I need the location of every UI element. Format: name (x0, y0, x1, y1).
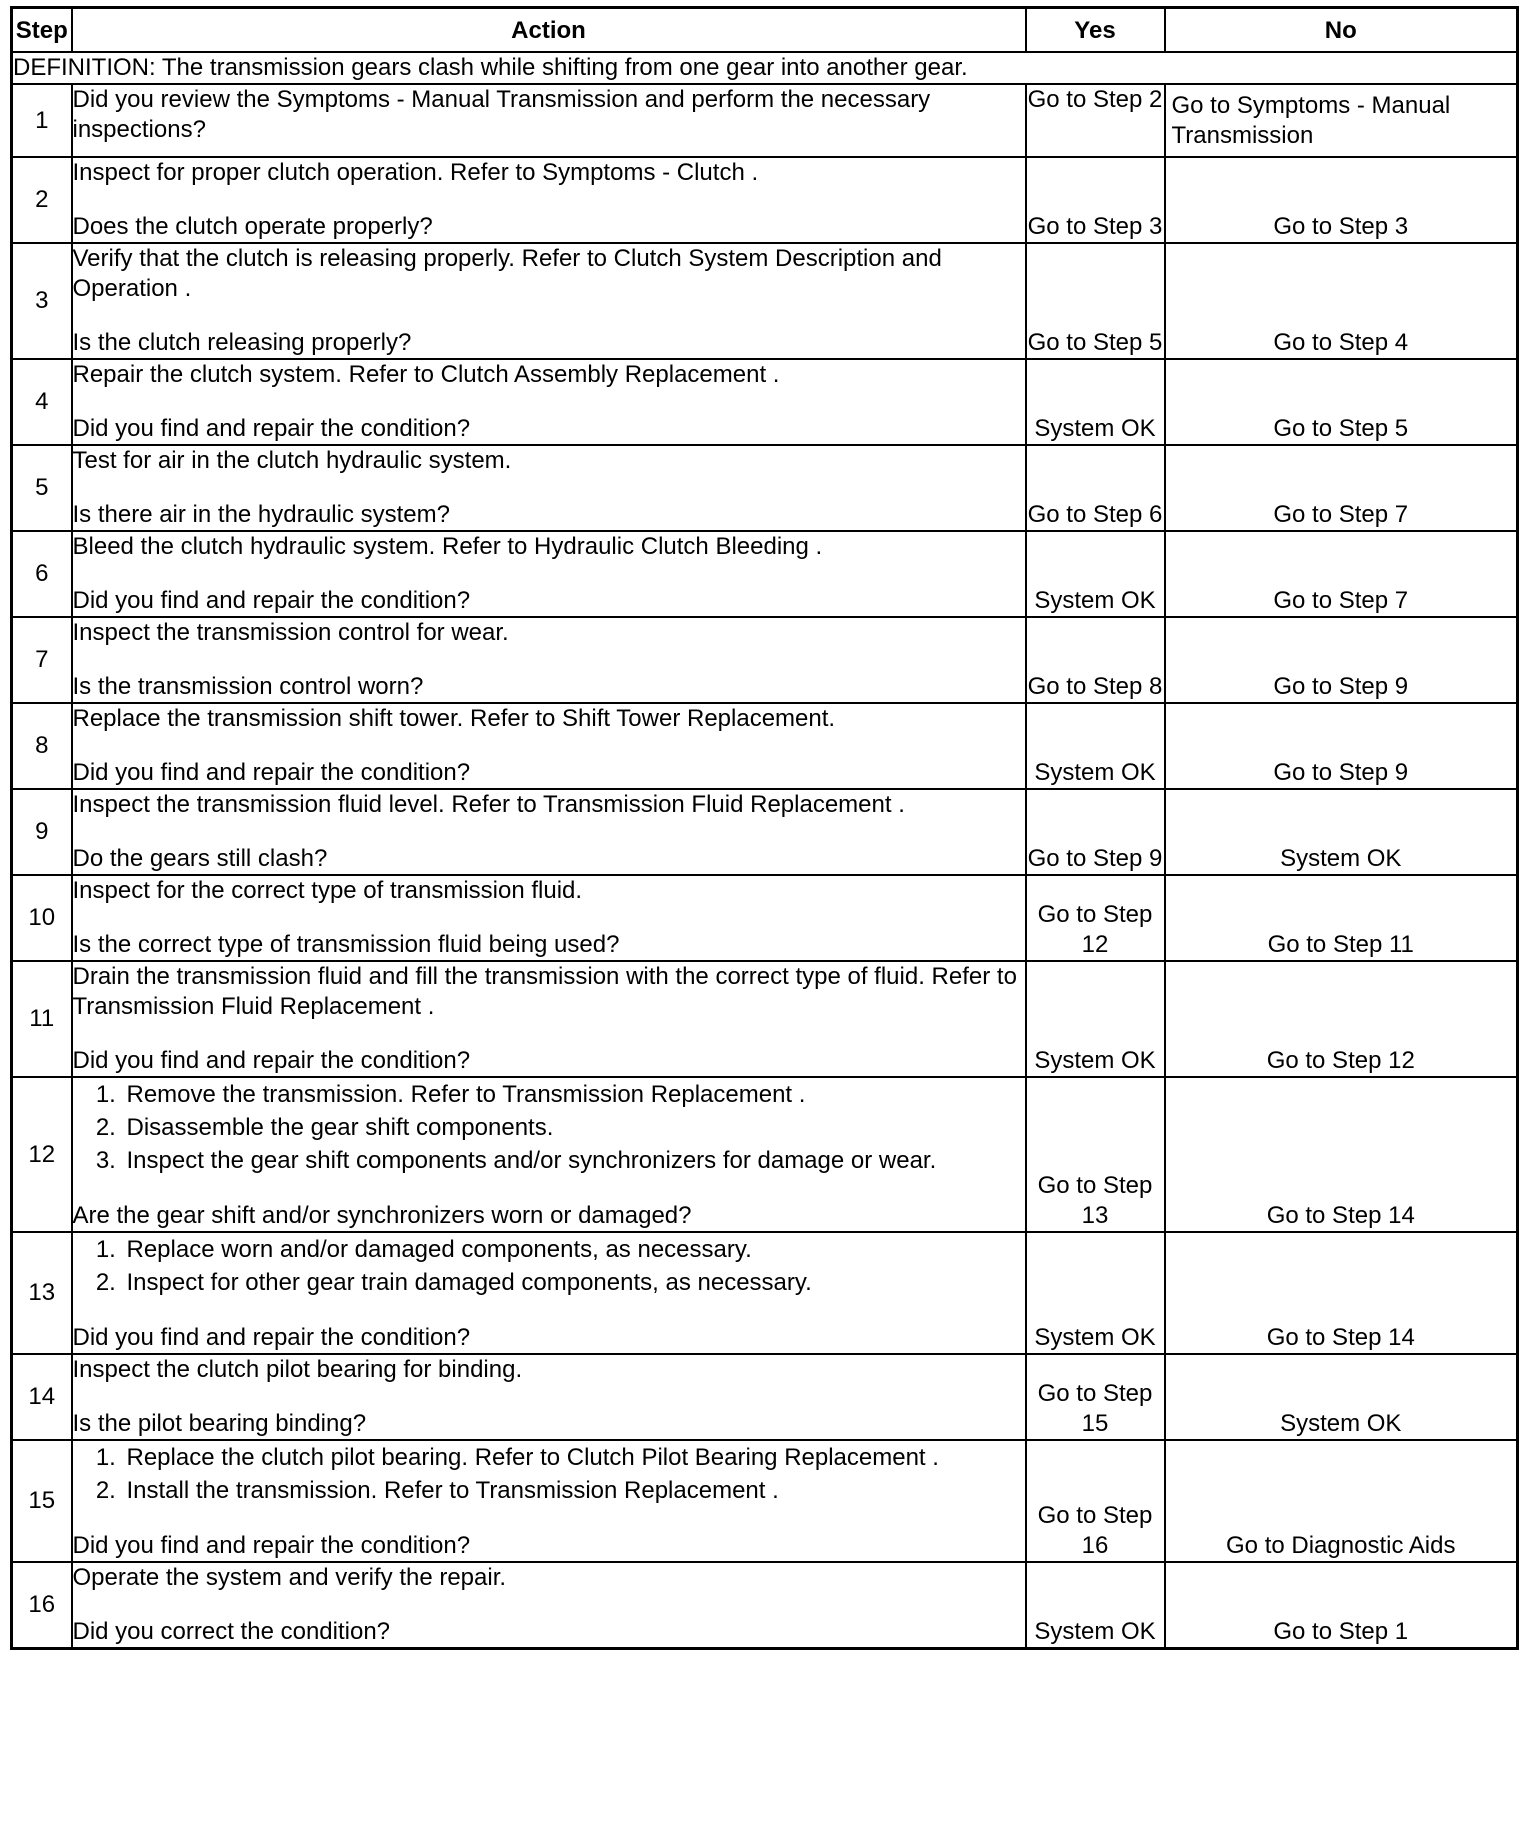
action-question: Is the pilot bearing binding? (72, 1410, 367, 1437)
step-number: 8 (12, 703, 72, 789)
step-number: 3 (12, 243, 72, 359)
step-number: 6 (12, 531, 72, 617)
action-instruction: Bleed the clutch hydraulic system. Refer to Hydraulic Clutch Bleeding . (72, 533, 823, 560)
action-instruction: Inspect for proper clutch operation. Refer to Symptoms - Clutch . (72, 159, 759, 186)
action-instruction: Drain the transmission fluid and fill the transmission with the correct type of fluid. Refer to Transmission Fluid Replacement . (72, 963, 1017, 1020)
action-question: Did you find and repair the condition? (72, 1324, 471, 1351)
action-instruction: Replace the transmission shift tower. Refer to Shift Tower Replacement. (72, 705, 836, 732)
no-result: System OK (1165, 789, 1518, 875)
action-cell (72, 617, 1026, 703)
action-instruction: Inspect the transmission control for wear. (72, 619, 509, 646)
action-question: Did you find and repair the condition? (72, 587, 471, 614)
spacer (73, 562, 1025, 586)
yes-result: System OK (1026, 531, 1165, 617)
action-step-item: 3. Inspect the gear shift components and/or synchronizers for damage or wear. (123, 1144, 1025, 1177)
action-question: Does the clutch operate properly? (72, 213, 433, 240)
no-result: Go to Step 14 (1165, 1232, 1518, 1354)
action-question: Did you find and repair the condition? (72, 1532, 471, 1559)
yes-result: Go to Step 8 (1026, 617, 1165, 703)
action-cell (72, 875, 1026, 961)
yes-result: System OK (1026, 961, 1165, 1077)
action-instruction: Test for air in the clutch hydraulic system. (72, 447, 512, 474)
yes-result: System OK (1026, 1562, 1165, 1649)
action-question: Is the correct type of transmission fluid being used? (72, 931, 620, 958)
spacer (73, 734, 1025, 758)
step-row (12, 1354, 1518, 1440)
step-number: 5 (12, 445, 72, 531)
action-step-item: 2. Inspect for other gear train damaged components, as necessary. (123, 1266, 1025, 1299)
yes-result: Go to Step 16 (1026, 1440, 1165, 1562)
action-instruction: Inspect the transmission fluid level. Refer to Transmission Fluid Replacement . (72, 791, 905, 818)
no-result: Go to Diagnostic Aids (1165, 1440, 1518, 1562)
no-result: Go to Step 7 (1165, 445, 1518, 531)
step-row (12, 445, 1518, 531)
step-row (12, 84, 1518, 157)
step-row (12, 789, 1518, 875)
step-number: 1 (12, 84, 72, 157)
yes-result: Go to Step 12 (1026, 875, 1165, 961)
no-result: Go to Symptoms - Manual Transmission (1165, 84, 1518, 157)
step-number: 4 (12, 359, 72, 445)
step-row (12, 617, 1518, 703)
step-number: 15 (12, 1440, 72, 1562)
step-number: 10 (12, 875, 72, 961)
action-step-item: 2. Install the transmission. Refer to Transmission Replacement . (123, 1474, 1025, 1507)
no-result: Go to Step 4 (1165, 243, 1518, 359)
action-cell (72, 1077, 1026, 1232)
spacer (73, 1593, 1025, 1617)
yes-result: Go to Step 9 (1026, 789, 1165, 875)
yes-result: Go to Step 5 (1026, 243, 1165, 359)
action-cell (72, 531, 1026, 617)
action-steps-list (73, 1441, 1025, 1507)
action-cell (72, 445, 1026, 531)
header-row (12, 8, 1518, 53)
header-action: Action (72, 8, 1026, 53)
action-step-item: 2. Disassemble the gear shift components. (123, 1111, 1025, 1144)
step-number: 16 (12, 1562, 72, 1649)
definition-text: DEFINITION: The transmission gears clash while shifting from one gear into another gear. (12, 52, 1518, 84)
no-result: Go to Step 5 (1165, 359, 1518, 445)
step-row (12, 1232, 1518, 1354)
yes-result: Go to Step 3 (1026, 157, 1165, 243)
yes-result: Go to Step 15 (1026, 1354, 1165, 1440)
action-question: Did you find and repair the condition? (72, 415, 471, 442)
action-question: Did you find and repair the condition? (72, 759, 471, 786)
action-question: Did you correct the condition? (72, 1618, 391, 1645)
action-steps-list (73, 1233, 1025, 1299)
no-result: Go to Step 14 (1165, 1077, 1518, 1232)
no-result: Go to Step 9 (1165, 617, 1518, 703)
action-cell (72, 1232, 1026, 1354)
spacer (73, 390, 1025, 414)
action-instruction: Operate the system and verify the repair. (72, 1564, 507, 1591)
yes-result: Go to Step 13 (1026, 1077, 1165, 1232)
spacer (73, 188, 1025, 212)
action-step-item: 1. Remove the transmission. Refer to Transmission Replacement . (123, 1078, 1025, 1111)
header-no: No (1165, 8, 1518, 53)
step-number: 14 (12, 1354, 72, 1440)
action-steps-list (73, 1078, 1025, 1177)
step-number: 7 (12, 617, 72, 703)
step-row (12, 1440, 1518, 1562)
action-instruction: Repair the clutch system. Refer to Clutch Assembly Replacement . (72, 361, 780, 388)
step-row (12, 531, 1518, 617)
step-row (12, 1077, 1518, 1232)
step-row (12, 703, 1518, 789)
action-cell (72, 1562, 1026, 1649)
action-question: Is the clutch releasing properly? (72, 329, 412, 356)
step-row (12, 359, 1518, 445)
action-instruction: Did you review the Symptoms - Manual Transmission and perform the necessary inspections? (72, 86, 931, 143)
yes-result: System OK (1026, 359, 1165, 445)
definition-row (12, 52, 1518, 84)
yes-result: System OK (1026, 1232, 1165, 1354)
step-number: 2 (12, 157, 72, 243)
action-cell (72, 359, 1026, 445)
yes-result: Go to Step 6 (1026, 445, 1165, 531)
spacer (73, 1299, 1025, 1323)
action-question: Is there air in the hydraulic system? (72, 501, 450, 528)
no-result: Go to Step 7 (1165, 531, 1518, 617)
step-number: 12 (12, 1077, 72, 1232)
step-row (12, 157, 1518, 243)
step-number: 9 (12, 789, 72, 875)
step-row (12, 1562, 1518, 1649)
no-result: Go to Step 3 (1165, 157, 1518, 243)
action-instruction: Inspect for the correct type of transmission fluid. (72, 877, 583, 904)
action-cell (72, 157, 1026, 243)
action-question: Did you find and repair the condition? (72, 1047, 471, 1074)
yes-result: Go to Step 2 (1026, 84, 1165, 157)
spacer (73, 304, 1025, 328)
no-result: System OK (1165, 1354, 1518, 1440)
action-instruction: Inspect the clutch pilot bearing for binding. (72, 1356, 523, 1383)
diagnostic-table (10, 6, 1519, 1650)
action-step-item: 1. Replace worn and/or damaged components, as necessary. (123, 1233, 1025, 1266)
spacer (73, 476, 1025, 500)
spacer (73, 820, 1025, 844)
yes-result: System OK (1026, 703, 1165, 789)
action-cell (72, 789, 1026, 875)
header-yes: Yes (1026, 8, 1165, 53)
step-number: 13 (12, 1232, 72, 1354)
spacer (73, 906, 1025, 930)
no-result: Go to Step 1 (1165, 1562, 1518, 1649)
action-question: Do the gears still clash? (72, 845, 328, 872)
spacer (73, 1177, 1025, 1201)
header-step: Step (12, 8, 72, 53)
spacer (73, 1022, 1025, 1046)
action-cell (72, 243, 1026, 359)
action-step-item: 1. Replace the clutch pilot bearing. Refer to Clutch Pilot Bearing Replacement . (123, 1441, 1025, 1474)
no-result: Go to Step 12 (1165, 961, 1518, 1077)
step-row (12, 243, 1518, 359)
action-cell (72, 84, 1026, 157)
spacer (73, 1385, 1025, 1409)
action-cell (72, 703, 1026, 789)
step-number: 11 (12, 961, 72, 1077)
spacer (73, 648, 1025, 672)
spacer (73, 1507, 1025, 1531)
action-question: Are the gear shift and/or synchronizers worn or damaged? (72, 1202, 692, 1229)
action-cell (72, 1440, 1026, 1562)
action-cell (72, 1354, 1026, 1440)
step-row (12, 875, 1518, 961)
action-cell (72, 961, 1026, 1077)
step-row (12, 961, 1518, 1077)
action-instruction: Verify that the clutch is releasing properly. Refer to Clutch System Description and Operation . (72, 245, 942, 302)
no-result: Go to Step 11 (1165, 875, 1518, 961)
no-result: Go to Step 9 (1165, 703, 1518, 789)
action-question: Is the transmission control worn? (72, 673, 424, 700)
